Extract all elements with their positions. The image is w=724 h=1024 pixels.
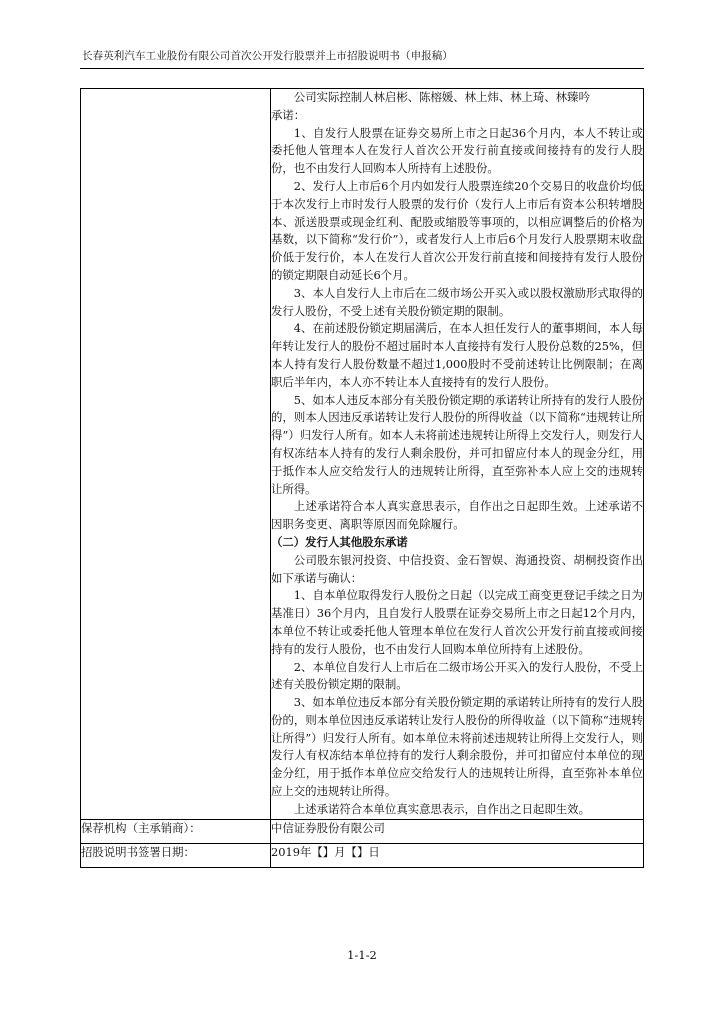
paragraph: 承诺： xyxy=(271,107,306,122)
table-row xyxy=(81,89,644,820)
commitment-text-cell xyxy=(271,89,644,820)
paragraph: 2、发行人上市后6个月内如发行人股票连续20个交易日的收盘价均低于本次发行上市时发行人股票的发行价（发行人上市后有资本公积转增股本、派送股票或现金红利、配股或缩股等事项的，以相应调整后的价格为基数，以下简称“发行价”），或者发行人上市后6个月发行人股票期末收盘价低于发行价，本人在发行人首次公开发行前直接和间接持有发行人股份的锁定期限自动延长6个月。 xyxy=(271,178,643,282)
paragraph: 3、如本单位违反本部分有关股份锁定期的承诺转让所持有的发行人股份的，则本单位因违反承诺转让发行人股份的所得收益（以下简称“违规转让所得”）归发行人所有。如本单位未将前述违规转让所得上交发行人，则发行人有权冻结本单位持有的发行人剩余股份，并可扣留应付本单位的现金分红，用于抵作本单位应交给发行人的违规转让所得，直至弥补本单位应上交的违规转让所得。 xyxy=(271,695,643,799)
signing-date-value: 2019年【】月【】日 xyxy=(271,843,644,867)
empty-label-cell xyxy=(81,89,271,820)
header-rule xyxy=(80,68,644,69)
paragraph: 上述承诺符合本单位真实意思表示，自作出之日起即生效。 xyxy=(293,801,590,816)
sponsor-label: 保荐机构（主承销商）： xyxy=(81,819,271,843)
paragraph: 5、如本人违反本部分有关股份锁定期的承诺转让所持有的发行人股份的，则本人因违反承诺转让发行人股份的所得收益（以下简称“违规转让所得”）归发行人所有。如本人未将前述违规转让所得上交发行人，则发行人有权冻结本人持有的发行人剩余股份，并可扣留应付本人的现金分红，用于抵作本人应交给发行人的违规转让所得，直至弥补本人应上交的违规转让所得。 xyxy=(271,392,643,496)
section-heading: （二）发行人其他股东承诺 xyxy=(271,534,408,549)
paragraph: 公司股东银河投资、中信投资、金石智娱、海通投资、胡桐投资作出如下承诺与确认： xyxy=(271,552,643,585)
paragraph: 1、自本单位取得发行人股份之日起（以完成工商变更登记手续之日为基准日）36个月内，且自发行人股票在证券交易所上市之日起12个月内，本单位不转让或委托他人管理本单位在发行人首次公开发行前直接或间接持有的发行人股份，也不由发行人回购本单位所持有上述股份。 xyxy=(271,588,643,656)
paragraph: 4、在前述股份锁定期届满后，在本人担任发行人的董事期间，本人每年转让发行人的股份不超过届时本人直接持有发行人股份总数的25%，但本人持有发行人股份数量不超过1,000股时不受前述转让比例限制；在离职后半年内，本人亦不转让本人直接持有的发行人股份。 xyxy=(271,321,643,389)
paragraph: 2、本单位自发行人上市后在二级市场公开买入的发行人股份，不受上述有关股份锁定期的限制。 xyxy=(271,659,643,692)
table-row xyxy=(81,819,644,843)
page-number: 1-1-2 xyxy=(347,948,377,962)
paragraph: 1、自发行人股票在证券交易所上市之日起36个月内，本人不转让或委托他人管理本人在发行人首次公开发行前直接或间接持有的发行人股份，也不由发行人回购本人所持有上述股份。 xyxy=(271,125,643,176)
sponsor-value: 中信证券股份有限公司 xyxy=(271,819,644,843)
signing-date-label: 招股说明书签署日期： xyxy=(81,843,271,867)
paragraph: 公司实际控制人林启彬、陈榕媛、林上炜、林上琦、林臻吟 xyxy=(293,90,590,104)
paragraph: 上述承诺符合本人真实意思表示，自作出之日起即生效。上述承诺不因职务变更、离职等原因而免除履行。 xyxy=(271,499,643,532)
paragraph: 3、本人自发行人上市后在二级市场公开买入或以股权激励形式取得的发行人股份，不受上述有关股份锁定期的限制。 xyxy=(271,285,643,318)
table-row xyxy=(81,843,644,867)
commitment-table xyxy=(80,88,644,868)
running-header: 长春英利汽车工业股份有限公司首次公开发行股票并上市招股说明书（申报稿） xyxy=(82,50,453,62)
